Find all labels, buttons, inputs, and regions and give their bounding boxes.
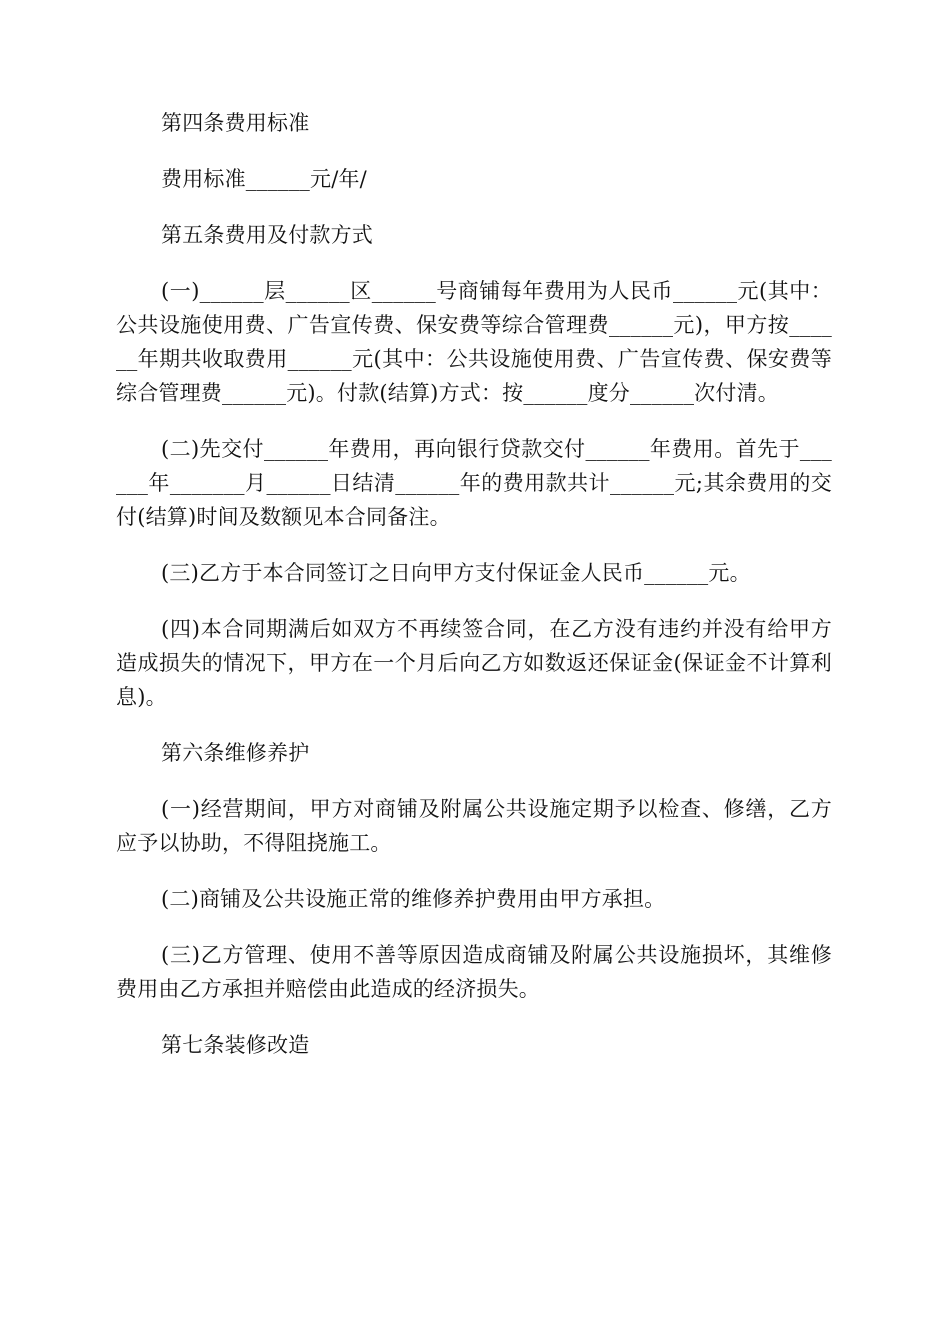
article-5-item-2: (二)先交付______年费用，再向银行贷款交付______年费用。首先于______年_______月______日结清______年的费用款共计______元;其余费用的交付(结算)时间及数额见本合同备注。 — [116, 437, 832, 529]
article-5-item-4: (四)本合同期满后如双方不再续签合同，在乙方没有违约并没有给甲方造成损失的情况下，甲方在一个月后向乙方如数返还保证金(保证金不计算利息)。 — [116, 617, 832, 709]
article-5-item-3: (三)乙方于本合同签订之日向甲方支付保证金人民币______元。 — [161, 561, 751, 585]
document-page — [116, 106, 832, 1084]
article-6-item-2: (二)商铺及公共设施正常的维修养护费用由甲方承担。 — [161, 887, 666, 911]
article-5-title: 第五条费用及付款方式 — [161, 223, 373, 247]
article-6-item-1: (一)经营期间，甲方对商铺及附属公共设施定期予以检查、修缮，乙方应予以协助，不得阻挠施工。 — [116, 797, 832, 855]
article-6-title: 第六条维修养护 — [161, 741, 310, 765]
article-4-fee-standard: 费用标准______元/年/ — [161, 167, 367, 191]
article-6-item-3: (三)乙方管理、使用不善等原因造成商铺及附属公共设施损坏，其维修费用由乙方承担并赔偿由此造成的经济损失。 — [116, 943, 832, 1001]
article-4-title: 第四条费用标准 — [161, 111, 310, 135]
article-5-item-1: (一)______层______区______号商铺每年费用为人民币______元(其中：公共设施使用费、广告宣传费、保安费等综合管理费______元)，甲方按______年期共收取费用______元(其中：公共设施使用费、广告宣传费、保安费等综合管理费______元)。付款(结算)方式：按______度分______次付清。 — [116, 279, 832, 405]
article-7-title: 第七条装修改造 — [161, 1033, 310, 1057]
